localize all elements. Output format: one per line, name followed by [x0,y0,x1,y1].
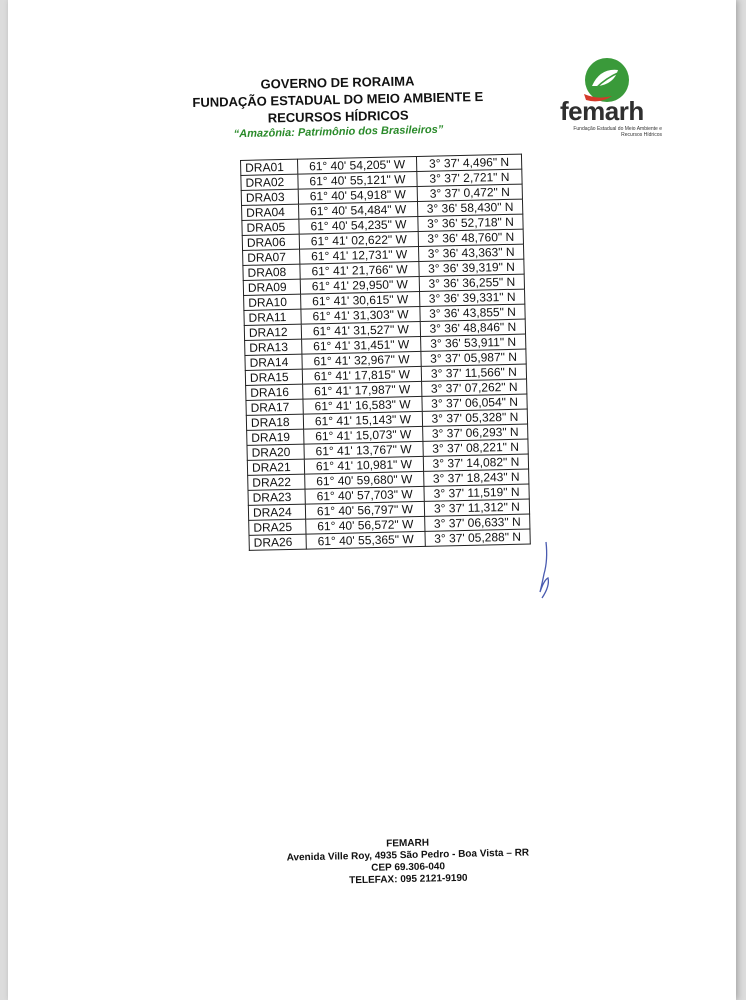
point-id-cell: DRA16 [246,384,303,400]
latitude-cell: 3° 37' 18,243" N [424,469,529,486]
longitude-cell: 61° 40' 54,484" W [299,201,418,219]
longitude-cell: 61° 40' 55,365" W [306,531,425,549]
latitude-cell: 3° 37' 14,082" N [423,454,528,471]
longitude-cell: 61° 41' 02,622" W [299,231,418,249]
longitude-cell: 61° 41' 10,981" W [304,456,423,474]
longitude-cell: 61° 41' 31,527" W [301,321,420,339]
coordinates-table-wrapper [240,154,531,551]
latitude-cell: 3° 36' 39,319" N [419,259,524,276]
longitude-cell: 61° 41' 15,143" W [303,411,422,429]
longitude-cell: 61° 40' 57,703" W [305,486,424,504]
signature-mark [532,540,556,600]
longitude-cell: 61° 40' 54,205" W [297,156,416,174]
logo-wordmark: femarh [560,96,644,126]
point-id-cell: DRA22 [248,474,305,490]
longitude-cell: 61° 41' 15,073" W [304,426,423,444]
longitude-cell: 61° 40' 59,680" W [305,471,424,489]
latitude-cell: 3° 36' 58,430" N [417,199,522,216]
longitude-cell: 61° 41' 31,303" W [301,306,420,324]
point-id-cell: DRA12 [244,324,301,340]
latitude-cell: 3° 36' 43,363" N [419,244,524,261]
latitude-cell: 3° 37' 11,566" N [421,364,526,381]
longitude-cell: 61° 41' 29,950" W [300,276,419,294]
latitude-cell: 3° 36' 53,911" N [421,334,526,351]
latitude-cell: 3° 37' 4,496" N [416,154,521,171]
foundation-name: FUNDAÇÃO ESTADUAL DO MEIO AMBIENTE E [192,88,484,111]
footer-telefax: TELEFAX: 095 2121-9190 [349,872,468,887]
longitude-cell: 61° 41' 12,731" W [300,246,419,264]
point-id-cell: DRA23 [248,489,305,505]
point-id-cell: DRA14 [245,354,302,370]
point-id-cell: DRA11 [244,309,301,325]
point-id-cell: DRA21 [247,459,304,475]
latitude-cell: 3° 36' 52,718" N [418,214,523,231]
point-id-cell: DRA18 [246,414,303,430]
document-page [8,0,736,1000]
longitude-cell: 61° 41' 31,451" W [302,336,421,354]
point-id-cell: DRA10 [244,294,301,310]
letterhead [177,71,498,144]
coordinates-table-body [241,154,531,550]
latitude-cell: 3° 37' 06,054" N [422,394,527,411]
footer-org: FEMARH [386,837,430,850]
latitude-cell: 3° 36' 48,846" N [420,319,525,336]
latitude-cell: 3° 37' 07,262" N [422,379,527,396]
point-id-cell: DRA01 [241,159,298,175]
longitude-cell: 61° 41' 13,767" W [304,441,423,459]
point-id-cell: DRA19 [247,429,304,445]
point-id-cell: DRA09 [243,279,300,295]
longitude-cell: 61° 41' 17,815" W [302,366,421,384]
slogan: “Amazônia: Patrimônio dos Brasileiros” [233,123,444,141]
longitude-cell: 61° 41' 17,987" W [303,381,422,399]
longitude-cell: 61° 40' 56,797" W [305,501,424,519]
latitude-cell: 3° 37' 05,328" N [422,409,527,426]
point-id-cell: DRA20 [247,444,304,460]
latitude-cell: 3° 37' 11,312" N [424,499,529,516]
point-id-cell: DRA06 [242,234,299,250]
point-id-cell: DRA15 [245,369,302,385]
longitude-cell: 61° 41' 16,583" W [303,396,422,414]
point-id-cell: DRA02 [241,174,298,190]
logo-subtitle: Fundação Estadual do Meio Ambiente e Recursos Hídricos [573,126,662,138]
latitude-cell: 3° 37' 2,721" N [417,169,522,186]
latitude-cell: 3° 36' 36,255" N [419,274,524,291]
point-id-cell: DRA04 [242,204,299,220]
latitude-cell: 3° 37' 0,472" N [417,184,522,201]
latitude-cell: 3° 36' 43,855" N [420,304,525,321]
foundation-name-cont: RECURSOS HÍDRICOS [267,107,409,126]
latitude-cell: 3° 37' 06,633" N [425,514,530,531]
point-id-cell: DRA13 [245,339,302,355]
femarh-logo [548,56,668,141]
longitude-cell: 61° 40' 54,235" W [299,216,418,234]
latitude-cell: 3° 37' 05,288" N [425,529,530,546]
government-name: GOVERNO DE RORAIMA [260,73,415,92]
longitude-cell: 61° 41' 30,615" W [301,291,420,309]
longitude-cell: 61° 41' 21,766" W [300,261,419,279]
point-id-cell: DRA26 [249,534,306,550]
point-id-cell: DRA03 [241,189,298,205]
coordinates-table [240,154,531,551]
longitude-cell: 61° 40' 54,918" W [298,186,417,204]
footer-address: Avenida Ville Roy, 4935 São Pedro - Boa Vista – RR [286,847,530,864]
latitude-cell: 3° 36' 48,760" N [418,229,523,246]
point-id-cell: DRA17 [246,399,303,415]
latitude-cell: 3° 37' 11,519" N [424,484,529,501]
point-id-cell: DRA25 [249,519,306,535]
latitude-cell: 3° 37' 06,293" N [423,424,528,441]
longitude-cell: 61° 40' 55,121" W [298,171,417,189]
footer [278,835,539,888]
latitude-cell: 3° 37' 08,221" N [423,439,528,456]
footer-cep: CEP 69.306-040 [371,861,446,874]
point-id-cell: DRA24 [248,504,305,520]
point-id-cell: DRA05 [242,219,299,235]
point-id-cell: DRA07 [243,249,300,265]
latitude-cell: 3° 37' 05,987" N [421,349,526,366]
longitude-cell: 61° 40' 56,572" W [306,516,425,534]
latitude-cell: 3° 36' 39,331" N [420,289,525,306]
point-id-cell: DRA08 [243,264,300,280]
longitude-cell: 61° 41' 32,967" W [302,351,421,369]
